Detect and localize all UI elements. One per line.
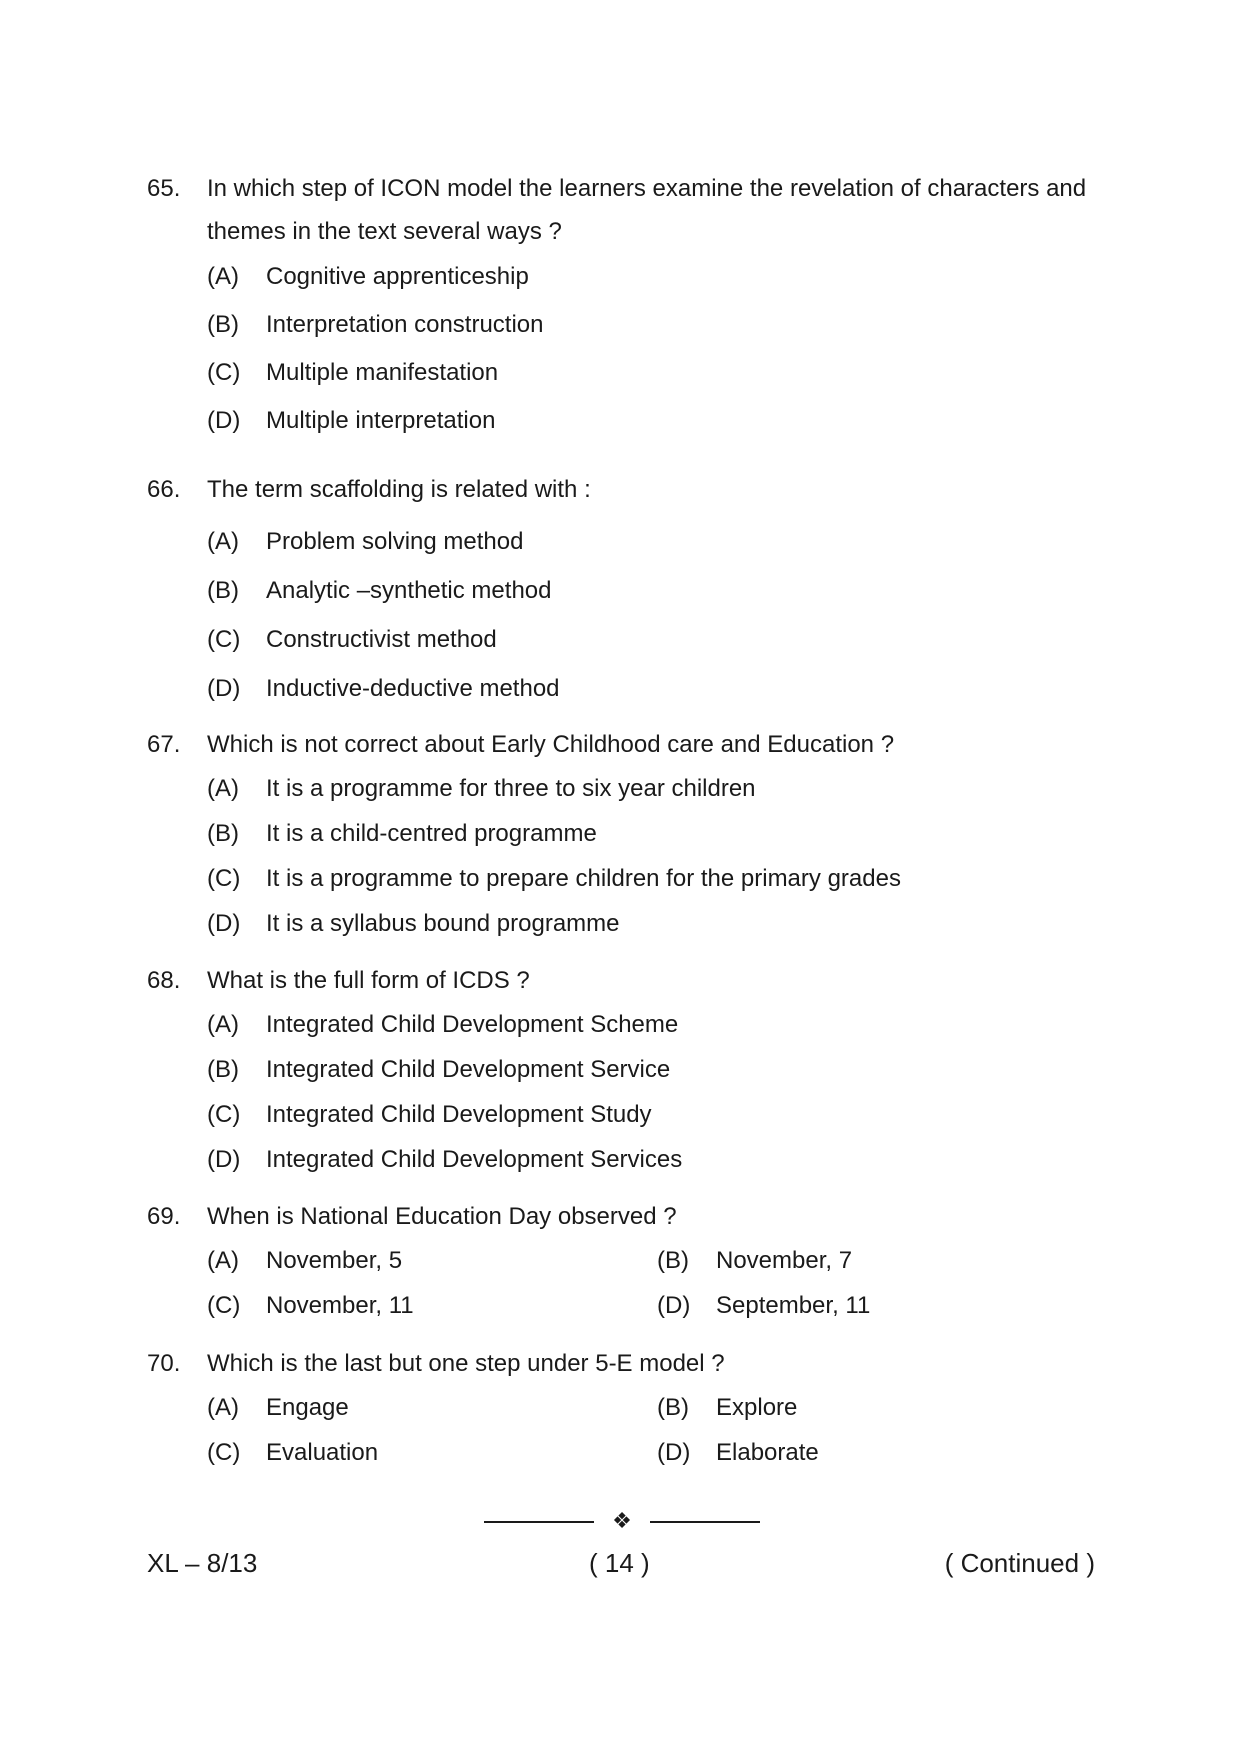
question-number: 70. — [147, 1350, 181, 1377]
option-a — [147, 253, 1107, 301]
option-text: Cognitive apprenticeship — [266, 263, 529, 290]
option-letter: (C) — [207, 865, 241, 892]
option-c — [147, 615, 1107, 664]
question-stem — [147, 167, 1107, 253]
continued-label: ( Continued ) — [944, 1548, 1095, 1578]
question-number: 65. — [147, 175, 181, 202]
option-text: November, 11 — [266, 1292, 414, 1319]
option-text: Problem solving method — [266, 528, 524, 555]
option-d — [147, 664, 1107, 713]
option-letter: (C) — [207, 1101, 241, 1128]
question-text-line-2: themes in the text several ways ? — [207, 218, 562, 245]
option-text: November, 7 — [716, 1247, 853, 1274]
divider-rule-right — [650, 1521, 760, 1523]
option-letter: (D) — [207, 675, 241, 702]
option-b — [657, 1238, 1107, 1283]
option-text: Elaborate — [716, 1439, 819, 1466]
option-letter: (B) — [207, 311, 239, 338]
option-c — [147, 856, 1107, 901]
option-text: It is a programme for three to six year children — [266, 775, 756, 802]
option-letter: (A) — [207, 775, 239, 802]
option-a — [147, 517, 1107, 566]
option-letter: (C) — [207, 1292, 241, 1319]
question-65 — [147, 167, 1107, 445]
question-stem — [147, 723, 1107, 766]
option-text: It is a syllabus bound programme — [266, 910, 620, 937]
option-text: Analytic –synthetic method — [266, 577, 552, 604]
option-letter: (A) — [207, 528, 239, 555]
option-b — [147, 811, 1107, 856]
question-text: What is the full form of ICDS ? — [207, 967, 530, 994]
question-68 — [147, 959, 1107, 1182]
option-letter: (B) — [207, 1056, 239, 1083]
question-text: The term scaffolding is related with : — [207, 476, 591, 503]
option-text: Integrated Child Development Study — [266, 1101, 652, 1128]
option-a — [207, 1385, 657, 1430]
option-text: Inductive-deductive method — [266, 675, 560, 702]
option-letter: (B) — [657, 1394, 689, 1421]
option-letter: (B) — [207, 820, 239, 847]
option-a — [147, 766, 1107, 811]
question-67 — [147, 723, 1107, 946]
option-text: Evaluation — [266, 1439, 379, 1466]
question-number: 68. — [147, 967, 181, 994]
option-letter: (C) — [207, 1439, 241, 1466]
option-letter: (A) — [207, 1247, 239, 1274]
question-text: Which is the last but one step under 5-E model ? — [207, 1350, 725, 1377]
option-text: September, 11 — [716, 1292, 871, 1319]
section-divider — [484, 1508, 760, 1533]
option-text: Multiple manifestation — [266, 359, 499, 386]
option-c — [147, 349, 1107, 397]
page-number: ( 14 ) — [589, 1548, 650, 1578]
option-text: It is a child-centred programme — [266, 820, 597, 847]
question-69 — [147, 1195, 1107, 1328]
option-row — [147, 1283, 1107, 1328]
option-d — [657, 1430, 1107, 1475]
option-text: Integrated Child Development Services — [266, 1146, 683, 1173]
option-b — [657, 1385, 1107, 1430]
option-d — [657, 1283, 1107, 1328]
question-stem — [147, 1195, 1107, 1238]
option-text: Multiple interpretation — [266, 407, 496, 434]
question-stem — [147, 468, 1107, 511]
option-d — [147, 901, 1107, 946]
question-stem — [147, 959, 1107, 1002]
option-text: Integrated Child Development Scheme — [266, 1011, 679, 1038]
question-text: When is National Education Day observed ? — [207, 1203, 677, 1230]
option-c — [207, 1430, 657, 1475]
option-letter: (A) — [207, 1394, 239, 1421]
option-letter: (C) — [207, 359, 241, 386]
option-row — [147, 1430, 1107, 1475]
option-d — [147, 397, 1107, 445]
divider-rule-left — [484, 1521, 594, 1523]
question-number: 69. — [147, 1203, 181, 1230]
option-letter: (C) — [207, 626, 241, 653]
question-number: 66. — [147, 476, 181, 503]
question-text: Which is not correct about Early Childhood care and Education ? — [207, 731, 895, 758]
option-letter: (B) — [657, 1247, 689, 1274]
option-letter: (D) — [207, 407, 241, 434]
option-text: Interpretation construction — [266, 311, 544, 338]
page-footer — [147, 1548, 1095, 1582]
option-letter: (D) — [207, 910, 241, 937]
question-70 — [147, 1342, 1107, 1475]
option-text: November, 5 — [266, 1247, 403, 1274]
option-a — [147, 1002, 1107, 1047]
paper-code: XL – 8/13 — [147, 1548, 258, 1578]
option-text: Engage — [266, 1394, 349, 1421]
option-letter: (D) — [207, 1146, 241, 1173]
option-text: Constructivist method — [266, 626, 497, 653]
option-a — [207, 1238, 657, 1283]
option-c — [147, 1092, 1107, 1137]
option-letter: (A) — [207, 1011, 239, 1038]
question-number: 67. — [147, 731, 181, 758]
question-stem — [147, 1342, 1107, 1385]
option-d — [147, 1137, 1107, 1182]
ornament-icon: ❖ — [612, 1508, 632, 1533]
option-b — [147, 1047, 1107, 1092]
option-letter: (D) — [657, 1439, 691, 1466]
option-row — [147, 1385, 1107, 1430]
option-c — [207, 1283, 657, 1328]
question-66 — [147, 468, 1107, 713]
option-text: It is a programme to prepare children for the primary grades — [266, 865, 901, 892]
option-letter: (D) — [657, 1292, 691, 1319]
question-text-line-1: In which step of ICON model the learners examine the revelation of characters and — [207, 175, 1087, 202]
option-b — [147, 566, 1107, 615]
option-letter: (A) — [207, 263, 239, 290]
option-b — [147, 301, 1107, 349]
option-text: Explore — [716, 1394, 798, 1421]
option-letter: (B) — [207, 577, 239, 604]
option-row — [147, 1238, 1107, 1283]
option-text: Integrated Child Development Service — [266, 1056, 671, 1083]
